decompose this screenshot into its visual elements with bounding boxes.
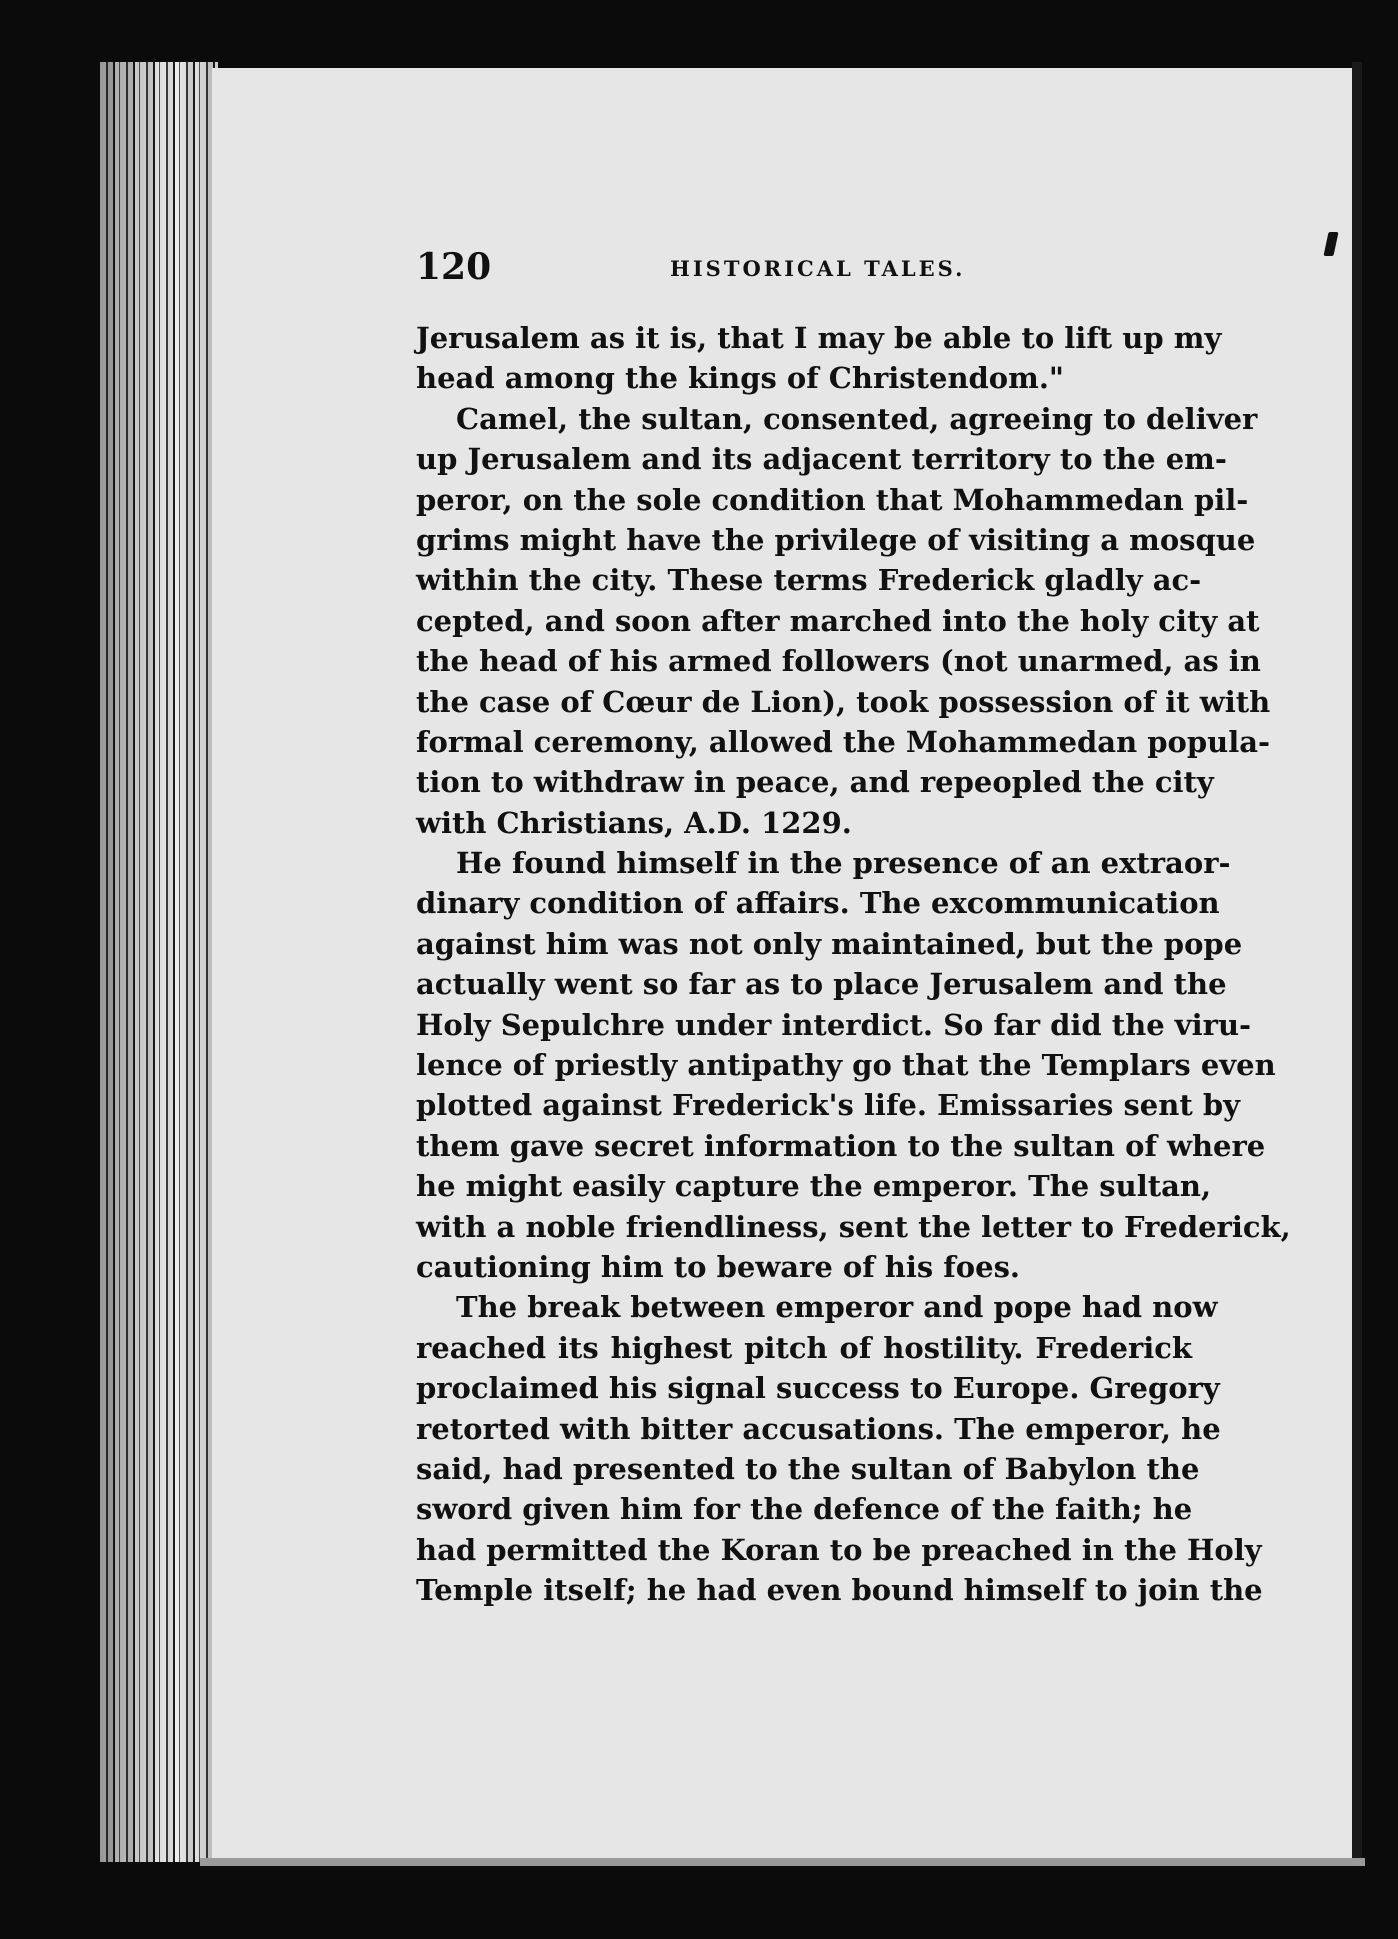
text-line: Holy Sepulchre under interdict. So far did the viru- (416, 1007, 1252, 1042)
text-line: peror, on the sole condition that Mohammedan pil- (416, 482, 1249, 517)
page-bottom-edge (200, 1858, 1365, 1866)
text-line: actually went so far as to place Jerusalem and the (416, 967, 1227, 1002)
body-text (416, 318, 1291, 1611)
paragraph-start-line: The break between emperor and pope had now (456, 1290, 1218, 1325)
text-line: Jerusalem as it is, that I may be able to lift up my (416, 321, 1222, 355)
text-line: said, had presented to the sultan of Babylon the (416, 1451, 1200, 1486)
text-line: proclaimed his signal success to Europe. Gregory (416, 1371, 1220, 1406)
text-line: the case of Cœur de Lion), took possession of it with (416, 684, 1271, 719)
text-line: reached its highest pitch of hostility. Frederick (416, 1330, 1192, 1365)
page-right-edge (1352, 62, 1362, 1862)
text-line: had permitted the Koran to be preached in the Holy (416, 1532, 1262, 1567)
text-line: with Christians, A.D. 1229. (416, 805, 852, 840)
text-line: plotted against Frederick's life. Emissaries sent by (416, 1088, 1240, 1123)
text-line: up Jerusalem and its adjacent territory to the em- (416, 442, 1227, 477)
page-number: 120 (416, 246, 492, 288)
running-head: HISTORICAL TALES. (670, 256, 966, 281)
text-line: sword given him for the defence of the faith; he (416, 1492, 1193, 1527)
text-line: with a noble friendliness, sent the letter to Frederick, (416, 1209, 1291, 1244)
page-header (416, 246, 1196, 290)
text-line: within the city. These terms Frederick gladly ac- (416, 563, 1202, 598)
paragraph-start-line: Camel, the sultan, consented, agreeing to deliver (456, 401, 1258, 436)
page-edges-shadow (100, 62, 218, 1862)
paragraph-start-line: He found himself in the presence of an extraor- (456, 846, 1231, 881)
text-line: grims might have the privilege of visiting a mosque (416, 522, 1256, 557)
text-line: against him was not only maintained, but the pope (416, 926, 1243, 961)
text-line: dinary condition of affairs. The excommunication (416, 886, 1220, 921)
text-line: he might easily capture the emperor. The sultan, (416, 1169, 1212, 1204)
text-line: retorted with bitter accusations. The emperor, he (416, 1411, 1221, 1446)
text-line: cepted, and soon after marched into the holy city at (416, 603, 1260, 638)
text-line: lence of priestly antipathy go that the Templars even (416, 1048, 1276, 1083)
text-line: formal ceremony, allowed the Mohammedan popula- (416, 724, 1271, 759)
text-line: cautioning him to beware of his foes. (416, 1249, 1021, 1284)
text-line: tion to withdraw in peace, and repeopled the city (416, 765, 1214, 800)
text-line: Temple itself; he had even bound himself to join the (416, 1573, 1263, 1608)
text-line: the head of his armed followers (not unarmed, as in (416, 644, 1261, 679)
text-line: head among the kings of Christendom." (416, 361, 1065, 396)
text-line: them gave secret information to the sultan of where (416, 1128, 1266, 1163)
